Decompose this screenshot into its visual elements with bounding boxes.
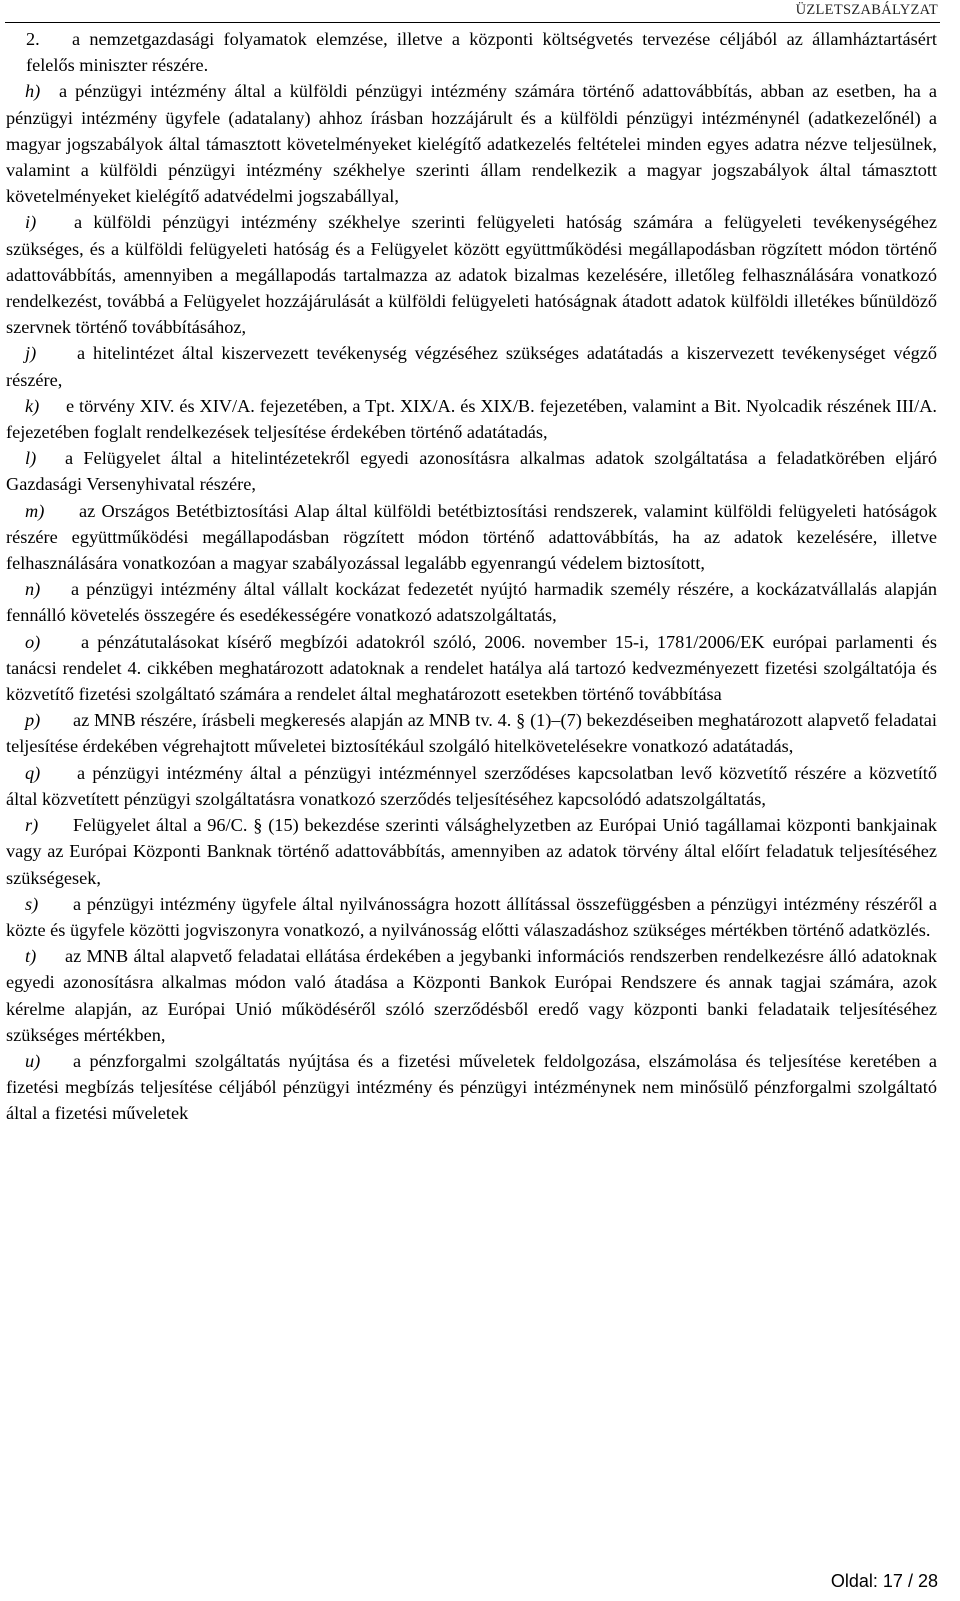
list-item [6, 943, 937, 1048]
item-label: i) [25, 212, 37, 233]
item-label: j) [25, 343, 37, 364]
list-item [6, 445, 937, 497]
item-label: h) [25, 81, 41, 102]
item-label: k) [25, 395, 40, 416]
list-item [6, 209, 937, 340]
item-label: n) [25, 579, 41, 600]
item-text: az MNB részére, írásbeli megkeresés alapján az MNB tv. 4. § (1)–(7) bekezdéseiben meghatározott alapvető feladatai teljesítése érdekében végrehajtott műveletei biztosítékául szolgáló hitelkövetelésekre vonatkozó adatátadás, [6, 710, 937, 757]
item-text: az MNB által alapvető feladatai ellátása érdekében a jegybanki információs rendszerben rendelkezésre álló adatoknak egyedi azonosításra alkalmas módon való átadása a Központi Bankok Európai Rendszere és annak tagjai számára, azok kérelme alapján, az Európai Unió működéséről szóló szerződésből eredő vagy központi banki feladataik teljesítéséhez szükséges mértékben, [6, 946, 937, 1045]
footer-prefix: Oldal: [830, 1571, 878, 1591]
item-label: l) [25, 448, 37, 469]
list-item [6, 707, 937, 759]
page-separator: / [907, 1571, 913, 1591]
header-rule [5, 22, 940, 23]
item-label: q) [25, 762, 41, 783]
item-text: a pénzügyi intézmény által a külföldi pénzügyi intézmény számára történő adattovábbítás, abban az esetben, ha a pénzügyi intézmény ügyfele (adatalany) ahhoz írásban hozzájárult és a külföldi pénzügyi intézménynél (adatkezelőnél) a magyar jogszabályok által támasztott követelményeket kielégítő adatkezelés feltételei minden egyes adatra nézve teljesülnek, valamint a külföldi pénzügyi intézmény székhelye szerinti állam rendelkezik a magyar jogszabályok által támasztott követelményeket kielégítő adatvédelmi jogszabállyal, [6, 81, 937, 207]
item-text: a pénzügyi intézmény által a pénzügyi intézménnyel szerződéses kapcsolatban levő közvetítő részére a közvetítő által közvetített pénzügyi szolgáltatásra vonatkozó szerződés teljesítéséhez kapcsolódó adatszolgáltatás, [6, 762, 937, 809]
item-label: m) [25, 500, 45, 521]
list-item [6, 891, 937, 943]
item-text: a pénzátutalásokat kísérő megbízói adatokról szóló, 2006. november 15-i, 1781/2006/EK európai parlamenti és tanácsi rendelet 4. cikkében meghatározott adatoknak a rendelet hatálya alá tartozó kedvezményezett fizetési szolgáltatója és közvetítő fizetési szolgáltató számára a rendelet által meghatározott esetekben történő továbbítása [6, 631, 937, 705]
item-text: az Országos Betétbiztosítási Alap által külföldi betétbiztosítási rendszerek, valamint külföldi felügyeleti hatóságok részére együttműködési megállapodásban rögzített módon történő adattovábbítás, ha az adatok kezelésére, illetve felhasználására vonatkozóan a magyar szabályozással legalább egyenrangú védelem biztosított, [6, 500, 937, 574]
item-text: a pénzügyi intézmény által vállalt kockázat fedezetét nyújtó harmadik személy részére, a kockázatvállalás alapján fennálló követelés összegére és esedékességére vonatkozó adatszolgáltatás, [6, 579, 937, 626]
item-text: a külföldi pénzügyi intézmény székhelye szerinti felügyeleti hatóság számára a felügyeleti tevékenységéhez szükséges, és a külföldi felügyeleti hatóság és a Felügyelet között együttműködési megállapodásban rögzített módon történő adattovábbítás, amennyiben a megállapodás tartalmazza az adatok bizalmas kezelésére, illetőleg felhasználására vonatkozó rendelkezést, továbbá a Felügyelet hozzájárulását a külföldi felügyeleti hatóságnak átadott adatok külföldi illetékes bűnüldöző szervnek történő továbbításához, [6, 212, 937, 338]
list-item [6, 78, 937, 209]
item-text: Felügyelet által a 96/C. § (15) bekezdése szerinti válsághelyzetben az Európai Unió tagállamai központi bankjainak vagy az Európai Központi Banknak történő adattovábbítás, amennyiben az adatok törvény által előírt feladatuk teljesítéséhez szükségesek, [6, 815, 937, 888]
item-label: r) [25, 815, 39, 836]
item-text: a pénzforgalmi szolgáltatás nyújtása és a fizetési műveletek feldolgozása, elszámolása és teljesítése keretében a fizetési megbízás teljesítése céljából pénzügyi intézmény és pénzügyi intézménynek nem minősülő pénzforgalmi szolgáltató által a fizetési műveletek [6, 1050, 937, 1124]
list-item [6, 812, 937, 891]
item-text: a nemzetgazdasági folyamatok elemzése, illetve a központi költségvetés tervezése céljából az államháztartásért felelős miniszter részére. [26, 29, 937, 76]
item-text: a pénzügyi intézmény ügyfele által nyilvánosságra hozott állítással összefüggésben a pénzügyi intézmény részéről a közte és ügyfele közötti jogviszonyra vonatkozó, a nyilvánosság előtti válaszadáshoz szükséges mértékben történő adatközlés. [6, 893, 937, 940]
page-number: 17 [882, 1571, 903, 1591]
document-header: ÜZLETSZABÁLYZAT [795, 2, 938, 18]
page-total: 28 [917, 1571, 938, 1591]
list-item [6, 340, 937, 392]
list-item [6, 760, 937, 812]
item-label: 2. [26, 29, 40, 49]
item-text: e törvény XIV. és XIV/A. fejezetében, a Tpt. XIX/A. és XIX/B. fejezetében, valamint a Bit. Nyolcadik részének III/A. fejezetében foglalt rendelkezések teljesítése érdekében történő adatátadás, [6, 395, 937, 443]
item-label: p) [25, 710, 41, 731]
list-item [6, 26, 937, 78]
list-item [6, 576, 937, 628]
list-item [6, 498, 937, 577]
item-label: t) [25, 946, 37, 967]
item-label: u) [25, 1050, 41, 1071]
item-label: s) [25, 893, 39, 914]
list-item [6, 629, 937, 708]
list-item [6, 393, 937, 445]
item-text: a hitelintézet által kiszervezett tevékenység végzéséhez szükséges adatátadás a kiszervezett tevékenységet végző részére, [6, 343, 937, 390]
page-footer [831, 1571, 938, 1592]
list-item [6, 1048, 937, 1127]
document-body [6, 26, 937, 1127]
item-text: a Felügyelet által a hitelintézetekről egyedi azonosításra alkalmas adatok szolgáltatása a feladatkörében eljáró Gazdasági Versenyhivatal részére, [6, 448, 937, 495]
item-label: o) [25, 631, 41, 652]
